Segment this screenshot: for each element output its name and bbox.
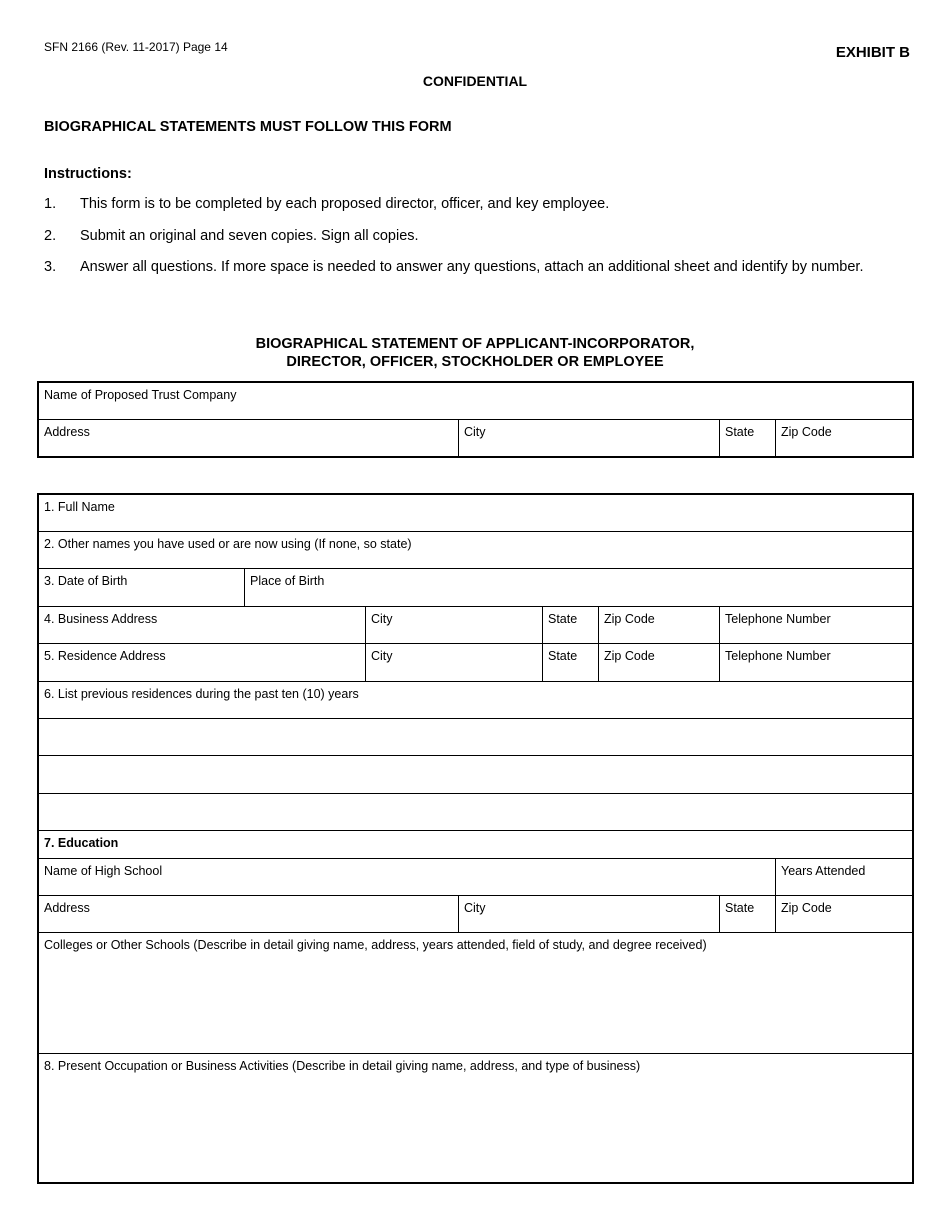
years-attended-label: Years Attended <box>781 864 866 878</box>
instructions-title: Instructions: <box>44 166 132 182</box>
birth-row <box>39 569 912 607</box>
place-of-birth-field[interactable] <box>244 569 912 606</box>
instruction-text: Answer all questions. If more space is needed to answer any questions, attach an additional sheet and identify by number. <box>80 259 864 275</box>
statement-title-line2: DIRECTOR, OFFICER, STOCKHOLDER OR EMPLOYEE <box>286 354 664 370</box>
business-city-label: City <box>371 612 393 626</box>
residence-state-label: State <box>548 649 578 663</box>
other-names-field[interactable] <box>39 532 912 568</box>
confidential-heading: CONFIDENTIAL <box>422 73 528 89</box>
residence-city-field[interactable] <box>365 644 542 681</box>
business-city-field[interactable] <box>365 607 542 643</box>
form-id: SFN 2166 (Rev. 11-2017) Page 14 <box>44 40 228 54</box>
residence-city-label: City <box>371 649 393 663</box>
company-zip-label: Zip Code <box>781 425 832 439</box>
colleges-row <box>39 933 912 1054</box>
school-zip-field[interactable] <box>775 896 912 932</box>
date-of-birth-field[interactable] <box>39 569 244 606</box>
business-telephone-label: Telephone Number <box>725 612 831 626</box>
statement-title <box>0 335 950 371</box>
company-zip-field[interactable] <box>775 420 912 456</box>
school-city-label: City <box>464 901 486 915</box>
previous-residence-line[interactable] <box>39 719 912 756</box>
instruction-item <box>44 258 894 276</box>
company-box <box>37 381 914 458</box>
previous-residences-row <box>39 682 912 719</box>
company-city-field[interactable] <box>458 420 719 456</box>
company-name-label: Name of Proposed Trust Company <box>44 388 237 402</box>
high-school-row <box>39 859 912 896</box>
business-address-row <box>39 607 912 644</box>
business-state-field[interactable] <box>542 607 598 643</box>
school-zip-label: Zip Code <box>781 901 832 915</box>
school-state-field[interactable] <box>719 896 775 932</box>
colleges-label: Colleges or Other Schools (Describe in detail giving name, address, years attended, field of study, and degree received) <box>44 938 707 952</box>
residence-telephone-field[interactable] <box>719 644 912 681</box>
statement-title-line1: BIOGRAPHICAL STATEMENT OF APPLICANT-INCORPORATOR, <box>255 336 695 352</box>
instruction-text: Submit an original and seven copies. Sign all copies. <box>80 228 419 244</box>
business-telephone-field[interactable] <box>719 607 912 643</box>
company-name-row <box>39 383 912 420</box>
colleges-field[interactable] <box>39 933 912 1053</box>
company-address-field[interactable] <box>39 420 458 456</box>
school-address-field[interactable] <box>39 896 458 932</box>
business-zip-label: Zip Code <box>604 612 655 626</box>
full-name-field[interactable] <box>39 495 912 531</box>
instruction-text: This form is to be completed by each proposed director, officer, and key employee. <box>80 196 610 212</box>
previous-residences-label: 6. List previous residences during the past ten (10) years <box>44 687 359 701</box>
instruction-item <box>44 227 894 245</box>
business-address-field[interactable] <box>39 607 365 643</box>
residence-address-row <box>39 644 912 682</box>
residence-zip-label: Zip Code <box>604 649 655 663</box>
previous-residence-line[interactable] <box>39 756 912 794</box>
high-school-label: Name of High School <box>44 864 163 878</box>
other-names-row <box>39 532 912 569</box>
school-state-label: State <box>725 901 755 915</box>
business-state-label: State <box>548 612 578 626</box>
residence-zip-field[interactable] <box>598 644 719 681</box>
place-of-birth-label: Place of Birth <box>250 574 325 588</box>
exhibit-label: EXHIBIT B <box>835 44 910 61</box>
years-attended-field[interactable] <box>775 859 912 895</box>
school-city-field[interactable] <box>458 896 719 932</box>
residence-telephone-label: Telephone Number <box>725 649 831 663</box>
company-address-label: Address <box>44 425 90 439</box>
company-state-label: State <box>725 425 755 439</box>
business-address-label: 4. Business Address <box>44 612 158 626</box>
previous-residences-field[interactable] <box>39 682 912 718</box>
occupation-field[interactable] <box>39 1054 912 1182</box>
full-name-row <box>39 495 912 532</box>
occupation-row <box>39 1054 912 1182</box>
school-address-label: Address <box>44 901 90 915</box>
must-follow-heading: BIOGRAPHICAL STATEMENTS MUST FOLLOW THIS FORM <box>44 119 452 135</box>
company-state-field[interactable] <box>719 420 775 456</box>
instruction-number: 3. <box>44 259 57 275</box>
school-address-row <box>39 896 912 933</box>
business-zip-field[interactable] <box>598 607 719 643</box>
high-school-field[interactable] <box>39 859 775 895</box>
other-names-label: 2. Other names you have used or are now using (If none, so state) <box>44 537 412 551</box>
instruction-item <box>44 195 894 213</box>
occupation-label: 8. Present Occupation or Business Activities (Describe in detail giving name, address, and type of business) <box>44 1059 641 1073</box>
instruction-number: 2. <box>44 228 57 244</box>
biographical-form <box>37 493 914 1184</box>
previous-residence-line[interactable] <box>39 794 912 831</box>
company-name-field[interactable] <box>39 383 912 419</box>
education-heading: 7. Education <box>44 836 119 850</box>
education-heading-row <box>39 831 912 859</box>
residence-state-field[interactable] <box>542 644 598 681</box>
company-address-row <box>39 420 912 456</box>
residence-address-label: 5. Residence Address <box>44 649 166 663</box>
full-name-label: 1. Full Name <box>44 500 115 514</box>
date-of-birth-label: 3. Date of Birth <box>44 574 128 588</box>
instruction-number: 1. <box>44 196 57 212</box>
residence-address-field[interactable] <box>39 644 365 681</box>
company-city-label: City <box>464 425 486 439</box>
